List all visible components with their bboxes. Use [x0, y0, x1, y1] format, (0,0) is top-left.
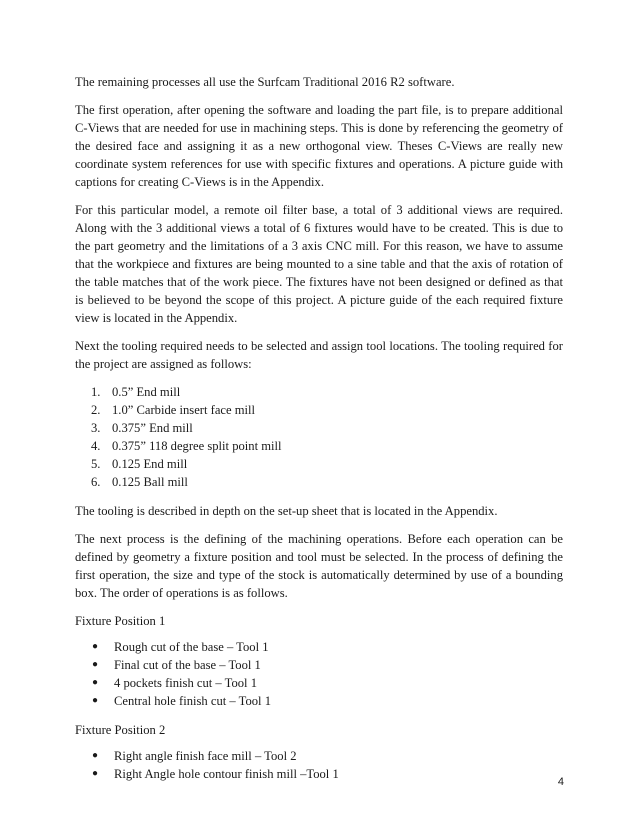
bullet-icon: ● — [92, 659, 99, 670]
list-item: 4. 0.375” 118 degree split point mill — [91, 439, 282, 453]
paragraph-fixtures: For this particular model, a remote oil filter base, a total of 3 additional views are required. Along with the 3 additional views a total of 6 fixtures would have to be created. This is due to the part geometry and the limitations of a 3 axis CNC mill. For this reason, we have to assume that the workpiece and fixtures are being mounted to a sine table and that the axis of rotation of the table matches that of the work piece. The fixtures have not been designed or defined as that is believed to be beyond the scope of this project. A picture guide of the each required fixture view is located in the Appendix. — [75, 203, 563, 325]
list-item: 3. 0.375” End mill — [91, 421, 193, 435]
paragraph-setup-sheet: The tooling is described in depth on the set-up sheet that is located in the Appendix. — [75, 504, 498, 518]
list-item: ● 4 pockets finish cut – Tool 1 — [92, 676, 258, 690]
bullet-icon: ● — [92, 695, 99, 706]
bullet-icon: ● — [92, 768, 99, 779]
page-number: 4 — [557, 776, 564, 788]
page-content — [75, 73, 563, 794]
fixture-position-2-label: Fixture Position 2 — [75, 723, 166, 737]
bullet-icon: ● — [92, 641, 99, 652]
fixture-position-1-label: Fixture Position 1 — [75, 614, 166, 628]
bullet-icon: ● — [92, 677, 99, 688]
fixture-position-1-list — [75, 638, 563, 710]
list-item: 2. 1.0” Carbide insert face mill — [91, 403, 256, 417]
paragraph-intro: The remaining processes all use the Surfcam Traditional 2016 R2 software. — [75, 75, 455, 89]
paragraph-operations: The next process is the defining of the machining operations. Before each operation can be defined by geometry a fixture position and tool must be selected. In the process of defining the first operation, the size and type of the stock is automatically determined by use of a bounding box. The order of operations is as follows. — [75, 532, 563, 600]
list-item: 5. 0.125 End mill — [91, 457, 188, 471]
tool-list — [75, 383, 563, 491]
list-item: ● Final cut of the base – Tool 1 — [92, 658, 261, 672]
paragraph-c-views: The first operation, after opening the software and loading the part file, is to prepare additional C-Views that are needed for use in machining steps. This is done by referencing the geometry of the desired face and assigning it as a new orthogonal view. Theses C-Views are really new coordinate system references for use with specific fixtures and operations. A picture guide with captions for creating C-Views is in the Appendix. — [75, 103, 563, 189]
list-item: ● Right Angle hole contour finish mill –Tool 1 — [92, 767, 339, 781]
paragraph-tooling: Next the tooling required needs to be selected and assign tool locations. The tooling required for the project are assigned as follows: — [75, 339, 563, 371]
list-item: ● Rough cut of the base – Tool 1 — [92, 640, 269, 654]
list-item: ● Central hole finish cut – Tool 1 — [92, 694, 271, 708]
list-item: 1. 0.5” End mill — [91, 385, 181, 399]
bullet-icon: ● — [92, 750, 99, 761]
list-item: 6. 0.125 Ball mill — [91, 475, 188, 489]
list-item: ● Right angle finish face mill – Tool 2 — [92, 749, 297, 763]
fixture-position-2-list — [75, 747, 563, 783]
